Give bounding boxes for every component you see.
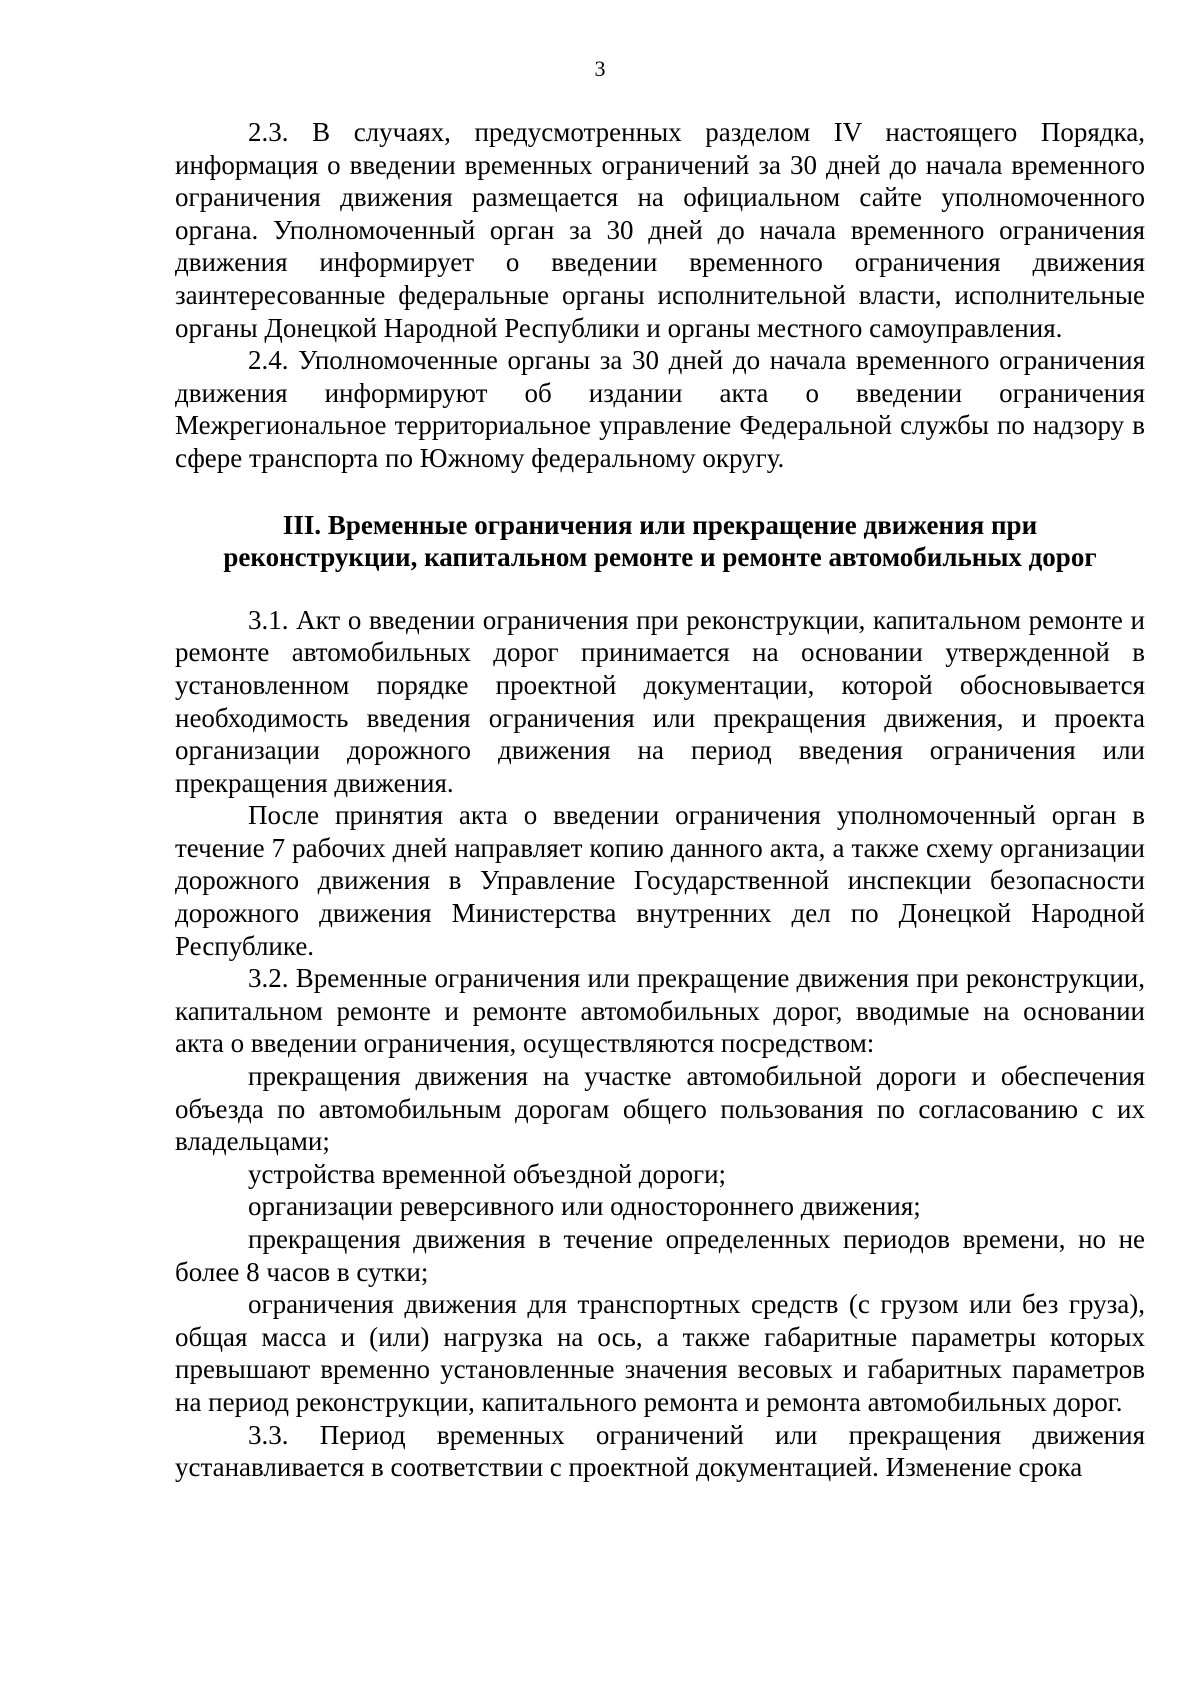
- list-item: прекращения движения на участке автомобильной дороги и обеспечения объезда по автомобильным дорогам общего пользования по согласованию с их владельцами;: [175, 1061, 1145, 1157]
- page-number: 3: [594, 56, 606, 81]
- list-item: организации реверсивного или одностороннего движения;: [248, 1191, 921, 1222]
- list-item: ограничения движения для транспортных средств (с грузом или без груза), общая масса и (или) нагрузка на ось, а также габаритные параметры которых превышают временно установленные значения весовых и габаритных параметров на период реконструкции, капитального ремонта и ремонта автомобильных дорог.: [175, 1289, 1145, 1417]
- list-item: прекращения движения в течение определенных периодов времени, но не более 8 часов в сутки;: [175, 1224, 1145, 1287]
- paragraph-3-1-continued: После принятия акта о введении ограничения уполномоченный орган в течение 7 рабочих дней направляет копию данного акта, а также схему организации дорожного движения в Управление Государственной инспекции безопасности дорожного движения Министерства внутренних дел по Донецкой Народной Республике.: [175, 800, 1145, 961]
- paragraph-3-1: 3.1. Акт о введении ограничения при реконструкции, капитальном ремонте и ремонте автомобильных дорог принимается на основании утвержденной в установленном порядке проектной документации, которой обосновывается необходимость введения ограничения или прекращения движения, и проекта организации дорожного движения на период введения ограничения или прекращения движения.: [175, 604, 1145, 798]
- section-3-heading-line-2: реконструкции, капитальном ремонте и ремонте автомобильных дорог: [223, 542, 1097, 573]
- section-3-heading: [175, 509, 1145, 574]
- section-3-heading-line-1: III. Временные ограничения или прекращение движения при: [282, 509, 1038, 540]
- list-item: устройства временной объездной дороги;: [248, 1158, 727, 1189]
- paragraph-2-4: 2.4. Уполномоченные органы за 30 дней до начала временного ограничения движения информируют об издании акта о введении ограничения Межрегиональное территориальное управление Федеральной службы по надзору в сфере транспорта по Южному федеральному округу.: [175, 345, 1145, 473]
- paragraph-3-3: 3.3. Период временных ограничений или прекращения движения устанавливается в соответствии с проектной документацией. Изменение срока: [175, 1419, 1145, 1483]
- paragraph-3-2: 3.2. Временные ограничения или прекращение движения при реконструкции, капитальном ремонте и ремонте автомобильных дорог, вводимые на основании акта о введении ограничения, осуществляются посредством:: [175, 963, 1145, 1059]
- paragraph-2-3: 2.3. В случаях, предусмотренных разделом IV настоящего Порядка, информация о введении временных ограничений за 30 дней до начала временного ограничения движения размещается на официальном сайте уполномоченного органа. Уполномоченный орган за 30 дней до начала временного ограничения движения информирует о введении временного ограничения движения заинтересованные федеральные органы исполнительной власти, исполнительные органы Донецкой Народной Республики и органы местного самоуправления.: [175, 117, 1145, 343]
- document-body: [175, 116, 1145, 1484]
